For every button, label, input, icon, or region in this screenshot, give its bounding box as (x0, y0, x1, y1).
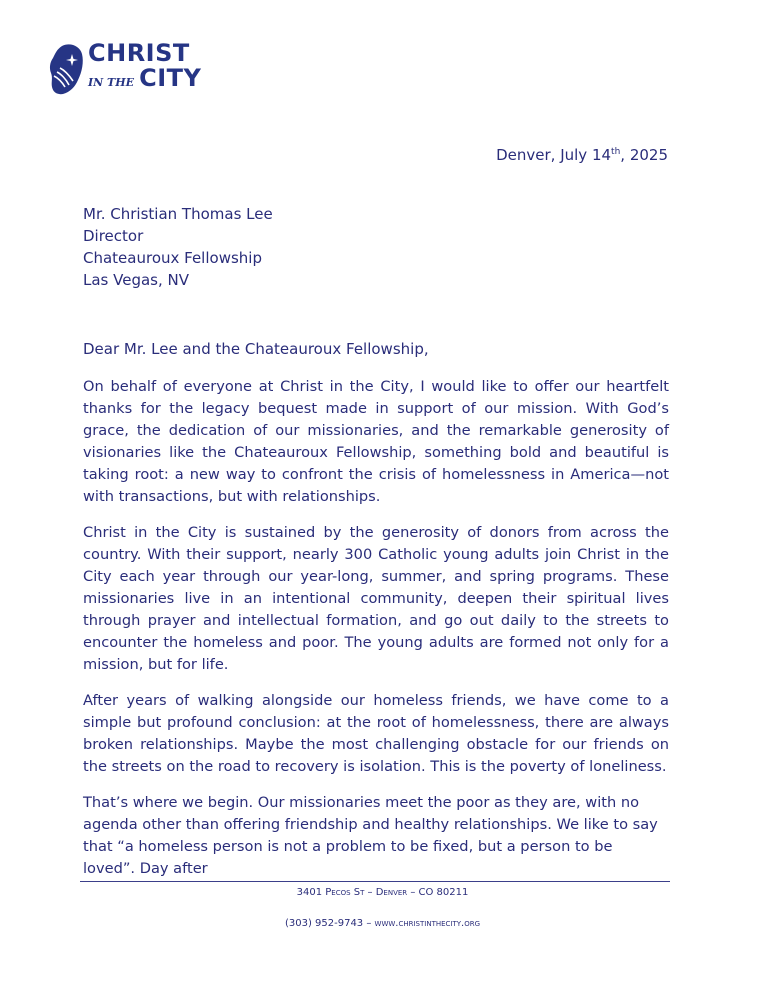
recipient-address (83, 203, 273, 291)
footer-contact (0, 918, 765, 929)
hand-star-icon (48, 42, 86, 96)
recipient-location: Las Vegas, NV (83, 271, 190, 289)
recipient-organization: Chateauroux Fellowship (83, 249, 262, 267)
logo-word-in-the-city (88, 64, 201, 92)
recipient-name: Mr. Christian Thomas Lee (83, 205, 273, 223)
recipient-title: Director (83, 227, 144, 245)
footer-divider (80, 881, 670, 882)
letter-date (496, 146, 668, 164)
logo-word-in-the: IN THE (88, 76, 134, 89)
logo-word-city: CITY (139, 64, 202, 92)
body-paragraph: Christ in the City is sustained by the generosity of donors from across the country. With their support, nearly 300 Catholic young adults join Christ in the City each year through our year-long, summer, and spring programs. These missionaries live in an intentional community, deepen their spiritual lives through prayer and intellectual formation, and go out daily to the streets to encounter the homeless and poor. The young adults are formed not only for a mission, but for life. (83, 524, 669, 673)
body-paragraph: After years of walking alongside our homeless friends, we have come to a simple but profound conclusion: at the root of homelessness, there are always broken relationships. Maybe the most challenging obstacle for our friends on the streets on the road to recovery is isolation. This is the poverty of loneliness. (83, 692, 669, 775)
logo-word-christ: CHRIST (88, 39, 190, 67)
date-year: , 2025 (620, 146, 668, 164)
date-prefix: Denver, July 14 (496, 146, 612, 164)
footer-address: 3401 Pecos St – Denver – CO 80211 (296, 887, 469, 898)
footer-separator: – (363, 918, 375, 929)
body-paragraph: On behalf of everyone at Christ in the City, I would like to offer our heartfelt thanks for the legacy bequest made in support of our mission. With God’s grace, the dedication of our missionaries, and the remarkable generosity of visionaries like the Chateauroux Fellowship, something bold and beautiful is taking root: a new way to confront the crisis of homelessness in America—not with transactions, but with relationships. (83, 378, 669, 505)
body-paragraph: That’s where we begin. Our missionaries meet the poor as they are, with no agenda other than offering friendship and healthy relationships. We like to say that “a homeless person is not a problem to be fixed, but a person to be loved”. Day after (83, 794, 658, 877)
salutation: Dear Mr. Lee and the Chateauroux Fellowship, (83, 340, 429, 358)
letter-body (83, 376, 669, 894)
footer-phone: (303) 952-9743 (284, 918, 364, 929)
organization-logo (48, 40, 218, 96)
date-suffix: th (611, 147, 621, 157)
footer-website: www.christinthecity.org (374, 918, 481, 929)
